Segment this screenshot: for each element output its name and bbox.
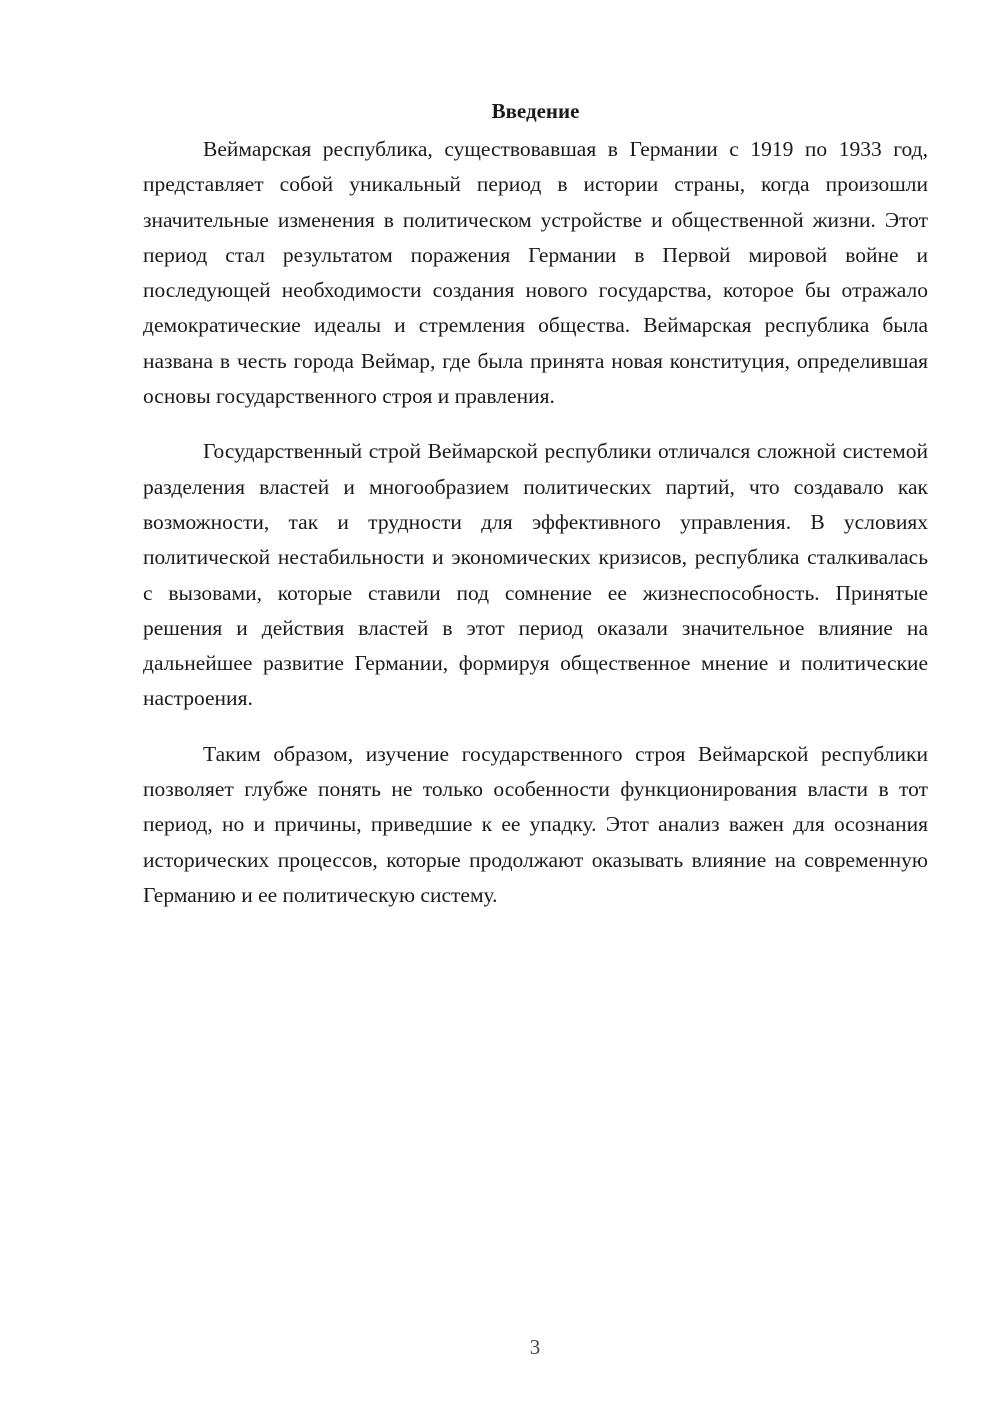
section-heading: Введение	[491, 99, 580, 123]
paragraph-2: Государственный строй Веймарской республики отличался сложной системой разделения властей и многообразием политических партий, что создавало как возможности, так и трудности для эффективного управления. В условиях политической нестабильности и экономических кризисов, республика сталкивалась с вызовами, которые ставили под сомнение ее жизнеспособность. Принятые решения и действия властей в этот период оказали значительное влияние на дальнейшее развитие Германии, формируя общественное мнение и политические настроения.	[143, 439, 928, 711]
paragraph-1: Веймарская республика, существовавшая в Германии с 1919 по 1933 год, представляет собой уникальный период в истории страны, когда произошли значительные изменения в политическом устройстве и общественной жизни. Этот период стал результатом поражения Германии в Первой мировой войне и последующей необходимости создания нового государства, которое бы отражало демократические идеалы и стремления общества. Веймарская республика была названа в честь города Веймар, где была принята новая конституция, определившая основы государственного строя и правления.	[143, 137, 928, 409]
page-content	[143, 96, 928, 933]
page-number: 3	[529, 1335, 541, 1359]
paragraph-3: Таким образом, изучение государственного строя Веймарской республики позволяет глубже понять не только особенности функционирования власти в тот период, но и причины, приведшие к ее упадку. Этот анализ важен для осознания исторических процессов, которые продолжают оказывать влияние на современную Германию и ее политическую систему.	[143, 741, 928, 907]
